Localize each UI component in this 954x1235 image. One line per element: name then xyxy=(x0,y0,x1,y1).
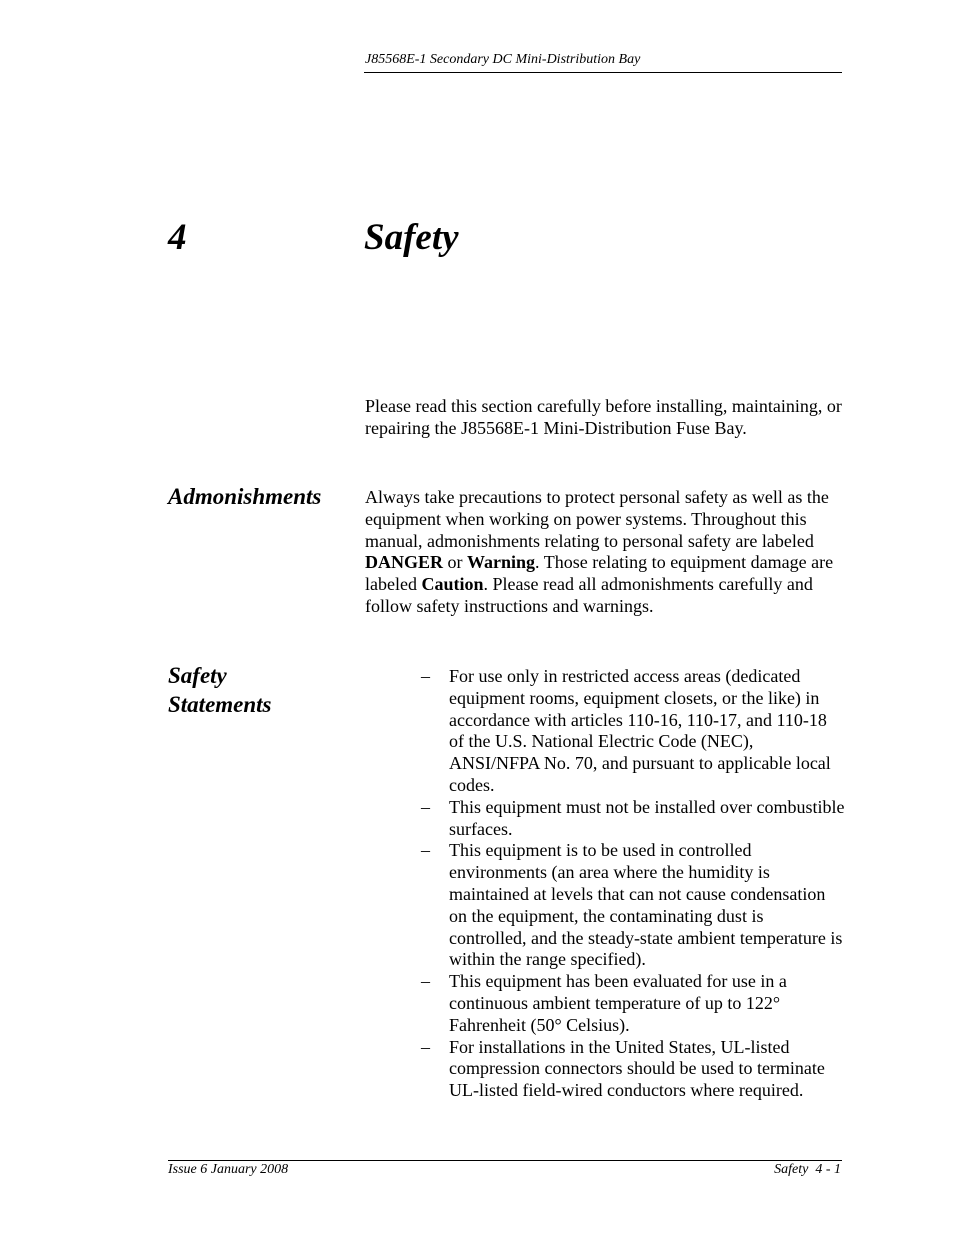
statement-text: This equipment is to be used in controlled environments (an area where the humidity is maintained at levels that can not cause condensation on the equipment, the contaminating dust is controlled, and the steady-state ambient temperature is within the range specified). xyxy=(449,840,843,970)
running-header: J85568E-1 Secondary DC Mini-Distribution Bay xyxy=(365,52,641,67)
footer-page-number: Safety 4 - 1 xyxy=(774,1162,841,1177)
list-item xyxy=(421,666,845,797)
admonishments-text-part: . Please read all admonishments carefully and follow safety instructions and warnings. xyxy=(365,574,813,616)
safety-heading-line: Statements xyxy=(168,692,272,717)
list-item xyxy=(421,1037,845,1102)
chapter-number: 4 xyxy=(168,217,187,258)
statement-text: For use only in restricted access areas (dedicated equipment rooms, equipment closets, or the like) in accordance with articles 110-16, 110-17, and 110-18 of the U.S. National Electric Code (NEC), ANSI/NFPA No. 70, and pursuant to applicable local codes. xyxy=(449,666,831,795)
dash-bullet: – xyxy=(421,840,430,861)
footer-issue-date: Issue 6 January 2008 xyxy=(168,1162,289,1177)
danger-label: DANGER xyxy=(365,552,444,573)
safety-statements-list xyxy=(421,666,845,1102)
dash-bullet: – xyxy=(421,796,430,817)
chapter-title: Safety xyxy=(364,217,459,258)
intro-paragraph: Please read this section carefully before installing, maintaining, or repairing the J85568E-1 Mini-Distribution Fuse Bay. xyxy=(365,396,842,438)
list-item xyxy=(421,971,845,1036)
safety-heading-line: Safety xyxy=(168,663,227,688)
statement-text: This equipment has been evaluated for use in a continuous ambient temperature of up to 122° Fahrenheit (50° Celsius). xyxy=(449,971,787,1035)
list-item xyxy=(421,840,845,971)
dash-bullet: – xyxy=(421,971,430,992)
caution-label: Caution xyxy=(421,574,484,595)
safety-statements-heading xyxy=(168,661,272,719)
admonishments-heading: Admonishments xyxy=(168,484,322,509)
warning-label: Warning xyxy=(467,552,536,573)
dash-bullet: – xyxy=(421,666,430,686)
footer-rule xyxy=(168,1160,842,1161)
admonishments-text-part: . Those relating to equipment damage are labeled xyxy=(365,552,834,595)
statement-text: For installations in the United States, UL-listed compression connectors should be used to terminate UL-listed field-wired conductors where required. xyxy=(449,1036,825,1101)
admonishments-paragraph xyxy=(365,487,845,618)
admonishments-text-part: or xyxy=(443,552,468,573)
list-item xyxy=(421,797,845,841)
admonishments-text-part: Always take precautions to protect personal safety as well as the equipment when working on power systems. Throughout this manual, admonishments relating to personal safety are labeled xyxy=(365,487,829,551)
dash-bullet: – xyxy=(421,1036,430,1057)
statement-text: This equipment must not be installed over combustible surfaces. xyxy=(449,796,845,839)
header-rule xyxy=(364,72,842,73)
